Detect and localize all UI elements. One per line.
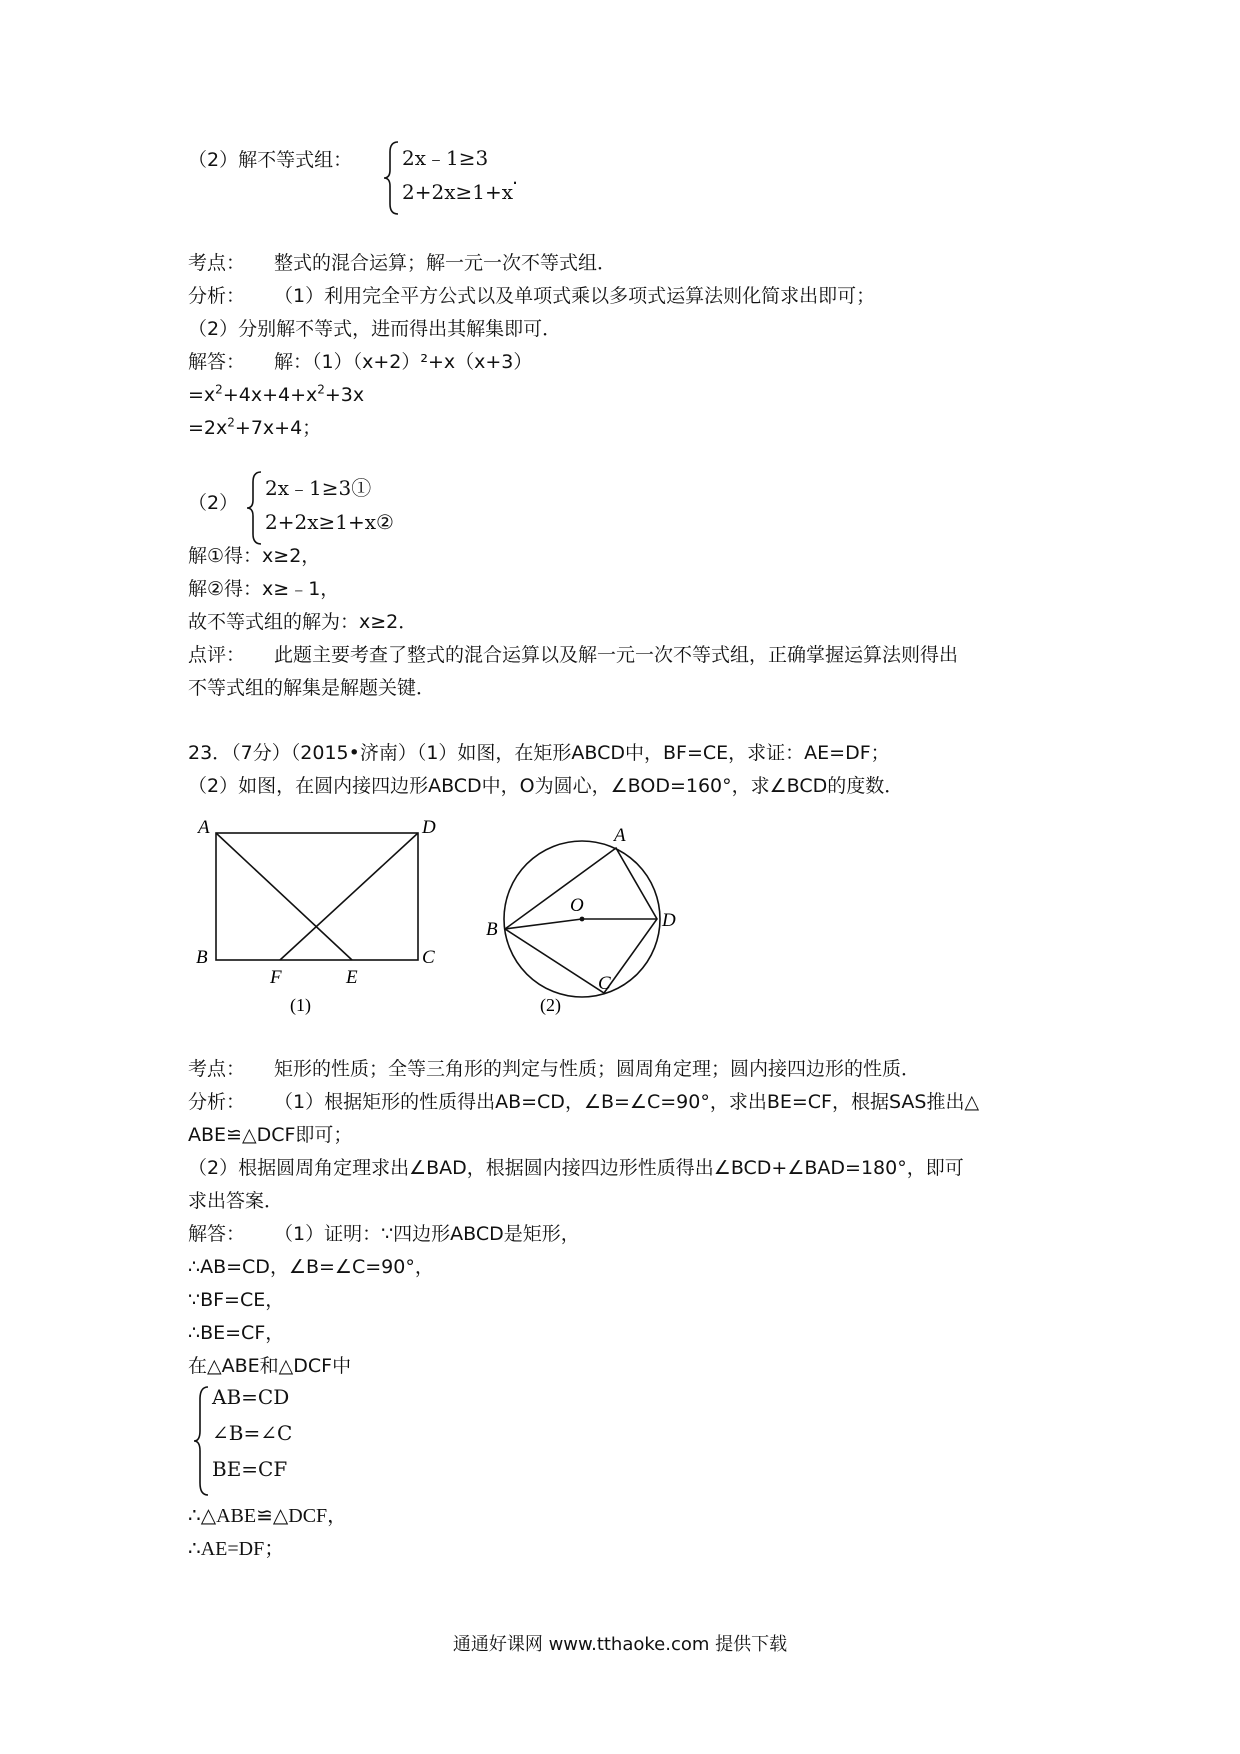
q22-sol-2: 解②得：x≥﹣1， xyxy=(188,578,340,600)
step-part: +3x xyxy=(324,384,365,406)
q22-step-1 xyxy=(188,380,364,410)
superscript: 2 xyxy=(317,382,325,397)
figure-circle xyxy=(480,805,710,1015)
q22-part2-label: （2） xyxy=(188,492,239,514)
q23-step-2: ∵BF=CE， xyxy=(188,1289,285,1311)
figure-rectangle xyxy=(190,815,450,1015)
system-row-1: 2x﹣1≥3① xyxy=(265,476,372,500)
left-brace-icon xyxy=(245,468,265,548)
q23-jieda xyxy=(188,1219,580,1249)
q23-fenxi-4: 求出答案． xyxy=(188,1190,284,1212)
q23-step-6: ∴AE=DF； xyxy=(188,1538,285,1560)
rectangle-abcd xyxy=(216,833,418,960)
left-brace-icon xyxy=(382,138,402,218)
q22-step-2 xyxy=(188,413,321,443)
q23-fenxi-3: （2）根据圆周角定理求出∠BAD，根据圆内接四边形性质得出∠BCD+∠BAD=180°，即可 xyxy=(188,1157,964,1179)
dianping-label: 点评： xyxy=(188,644,246,666)
q23-question-2: （2）如图，在圆内接四边形ABCD中，O为圆心，∠BOD=160°，求∠BCD的度数． xyxy=(188,775,904,797)
label-d: D xyxy=(662,910,676,931)
system-row-1: 2x﹣1≥3 xyxy=(402,146,489,170)
jieda-label: 解答： xyxy=(188,1223,246,1245)
label-c: C xyxy=(422,947,435,968)
q23-step-4: 在△ABE和△DCF中 xyxy=(188,1355,352,1377)
q22-fenxi-2: （2）分别解不等式，进而得出其解集即可． xyxy=(188,318,562,340)
fenxi-text: （1）根据矩形的性质得出AB=CD，∠B=∠C=90°，求出BE=CF，根据SAS推出△ xyxy=(274,1091,980,1113)
label-b: B xyxy=(196,947,208,968)
label-d: D xyxy=(422,817,436,838)
q22-dianping-2: 不等式组的解集是解题关键． xyxy=(188,677,436,699)
q22-fenxi-1 xyxy=(188,281,875,311)
label-a: A xyxy=(198,817,210,838)
label-c: C xyxy=(598,973,611,994)
trailing-dot: . xyxy=(512,167,519,189)
superscript: 2 xyxy=(215,382,223,397)
q22-part2-prompt xyxy=(188,145,352,175)
fenxi-label: 分析： xyxy=(188,1091,246,1113)
q23-question-1: 23．（7分）（2015•济南）（1）如图，在矩形ABCD中，BF=CE，求证：AE=DF； xyxy=(188,742,890,764)
q23-fenxi-1 xyxy=(188,1087,979,1117)
superscript: 2 xyxy=(227,415,235,430)
segment-ae xyxy=(216,833,352,960)
label-b: B xyxy=(486,919,498,940)
segment-df xyxy=(280,833,418,960)
system-row-2: 2+2x≥1+x② xyxy=(265,510,394,534)
fenxi-label: 分析： xyxy=(188,285,246,307)
step-part: +4x+4+x xyxy=(222,384,318,406)
page-footer: 通通好课网 www.tthaoke.com 提供下载 xyxy=(452,1634,788,1655)
q22-sol-1: 解①得：x≥2， xyxy=(188,545,321,567)
label-o: O xyxy=(570,895,584,916)
figure-caption-2: (2) xyxy=(540,995,561,1015)
prompt-text: （2）解不等式组： xyxy=(188,149,353,171)
q22-jieda xyxy=(188,347,532,377)
q23-kaodian xyxy=(188,1054,920,1084)
jieda-text: 解：（1）（x+2）²+x（x+3） xyxy=(274,351,533,373)
figure-caption-1: (1) xyxy=(290,995,311,1015)
jieda-label: 解答： xyxy=(188,351,246,373)
system-row-1: AB=CD xyxy=(212,1385,290,1409)
q23-step-1: ∴AB=CD，∠B=∠C=90°， xyxy=(188,1256,434,1278)
q23-fenxi-2: ABE≌△DCF即可； xyxy=(188,1124,353,1146)
step-part: +7x+4； xyxy=(234,417,322,439)
kaodian-label: 考点： xyxy=(188,252,246,274)
kaodian-text: 矩形的性质；全等三角形的判定与性质；圆周角定理；圆内接四边形的性质． xyxy=(274,1058,921,1080)
q23-step-5: ∴△ABE≌△DCF， xyxy=(188,1505,348,1527)
kaodian-text: 整式的混合运算；解一元一次不等式组． xyxy=(274,252,617,274)
q22-sol-3: 故不等式组的解为：x≥2． xyxy=(188,611,418,633)
q23-step-3: ∴BE=CF， xyxy=(188,1322,285,1344)
q22-dianping xyxy=(188,640,958,670)
label-a: A xyxy=(614,825,626,846)
step-part: =x xyxy=(188,384,216,406)
step-part: =2x xyxy=(188,417,228,439)
center-point xyxy=(580,917,585,922)
dianping-text: 此题主要考查了整式的混合运算以及解一元一次不等式组，正确掌握运算法则得出 xyxy=(274,644,959,666)
kaodian-label: 考点： xyxy=(188,1058,246,1080)
label-e: E xyxy=(346,967,358,988)
system-row-2: ∠B=∠C xyxy=(212,1421,293,1445)
fenxi-text: （1）利用完全平方公式以及单项式乘以多项式运算法则化简求出即可； xyxy=(274,285,876,307)
q22-kaodian xyxy=(188,248,616,278)
left-brace-icon xyxy=(192,1383,212,1499)
label-f: F xyxy=(270,967,282,988)
system-row-3: BE=CF xyxy=(212,1457,288,1481)
system-row-2: 2+2x≥1+x xyxy=(402,180,514,204)
jieda-text: （1）证明：∵四边形ABCD是矩形， xyxy=(274,1223,580,1245)
